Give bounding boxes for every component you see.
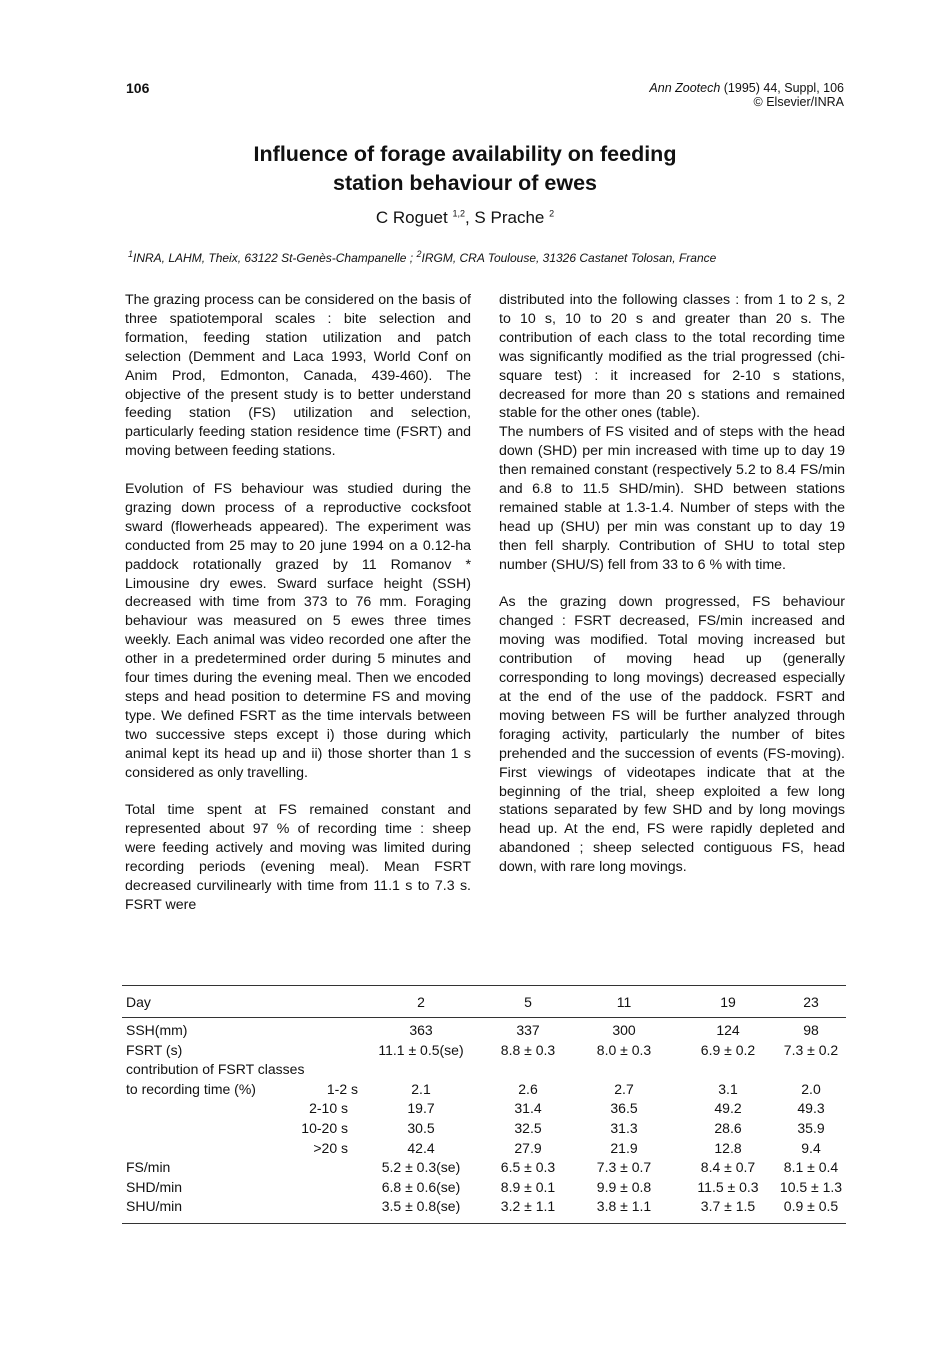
table-header-cell: 23	[803, 994, 819, 1010]
table-row	[122, 1120, 846, 1140]
table-row	[122, 1179, 846, 1199]
table-header-cell: 11	[616, 994, 632, 1010]
table-header-label: Day	[126, 994, 151, 1010]
table-cell: 6.8 ± 0.6(se)	[381, 1178, 461, 1195]
table-row-label: SSH(mm)	[126, 1022, 188, 1038]
table-top-rule	[122, 985, 846, 986]
table-row-class: 1-2 s	[326, 1080, 358, 1097]
article-title	[0, 140, 930, 198]
table-row	[122, 1081, 846, 1101]
paragraph-discussion: As the grazing down progressed, FS behaviour changed : FSRT decreased, FS/min increased and moving was modified. Total moving increased but contribution of moving head up (generally corresponding to long movings) decreased especially at the end of the use of the paddock. FSRT and moving between FS will be further analyzed through foraging activity, particularly the number of bites prehended and the succession of events (FS-moving). First viewings of videotapes indicate that at the beginning of the trial, sheep exploited a few long stations separated by few SHD and by long movings head up. At the end, FS were rapidly depleted and abandoned ; sheep selected contiguous FS, head down, with rare long movings.	[499, 594, 845, 876]
table-row-class: 2-10 s	[309, 1100, 348, 1117]
affiliation-1: INRA, LAHM, Theix, 63122 St-Genès-Champanelle ;	[133, 251, 417, 265]
table-cell: 35.9	[797, 1120, 825, 1136]
table-row-label: SHU/min	[126, 1198, 183, 1215]
table-cell: 31.3	[610, 1120, 638, 1136]
table-cell: 7.3 ± 0.2	[783, 1041, 839, 1058]
table-row-label: to recording time (%)	[126, 1080, 256, 1097]
table-cell: 3.5 ± 0.8(se)	[381, 1198, 461, 1215]
table-cell: 42.4	[407, 1139, 435, 1156]
table-cell: 7.3 ± 0.7	[596, 1159, 652, 1176]
table-cell: 3.2 ± 1.1	[500, 1198, 556, 1215]
paragraph-results-continued: distributed into the following classes : from 1 to 2 s, 2 to 10 s, 10 to 20 s and greater than 20 s. The contribution of each class to the total recording time was significantly modified as the trial progressed (chi-square test) : it increased for 2-10 s stations, decreased for more than 20 s stations and remained stable for the other ones (table).	[499, 292, 845, 422]
author-separator: ,	[464, 208, 475, 227]
table-cell: 49.2	[714, 1100, 742, 1117]
table-cell: 9.9 ± 0.8	[596, 1178, 652, 1195]
page-number: 106	[126, 80, 150, 96]
table-cell: 6.5 ± 0.3	[500, 1159, 556, 1176]
author-name: C Roguet	[375, 208, 448, 227]
table-cell: 300	[612, 1022, 636, 1038]
table-cell: 10.5 ± 1.3	[779, 1178, 843, 1195]
table-cell: 28.6	[714, 1120, 742, 1136]
table-cell: 19.7	[407, 1100, 435, 1117]
table-cell: 337	[516, 1022, 540, 1038]
table-cell: 36.5	[610, 1100, 638, 1117]
table-cell: 0.9 ± 0.5	[783, 1198, 839, 1215]
table-row	[122, 1042, 846, 1062]
paragraph-methods: Evolution of FS behaviour was studied during the grazing down process of a reproductive cocksfoot sward (flowerheads appeared). The experiment was conducted from 25 may to 20 june 1994 on a 0.12-ha paddock rotationally grazed by 11 Romanov * Limousine dry ewes. Sward surface height (SSH) decreased with time from 373 to 76 mm. Foraging behaviour was measured on 5 ewes three times weekly. Each animal was video recorded one after the other in a predetermined order during 5 minutes and four times during the evening meal. Then we encoded steps and head position to determine FS and moving type. We defined FSRT as the time intervals between two successive steps except i) those during which animal kept its head up and ii) those shorter than 1 s considered as only travelling.	[125, 481, 471, 781]
table-cell: 5.2 ± 0.3(se)	[381, 1159, 461, 1176]
paragraph-results: Total time spent at FS remained constant and represented about 97 % of recording time : sheep were feeding actively and moving was limited during recording periods (evening meal). Mean FSRT decreased curvilinearly with time from 11.1 s to 7.3 s. FSRT were	[125, 802, 471, 913]
table-cell: 2.1	[411, 1080, 431, 1097]
copyright-notice: © Elsevier/INRA	[753, 95, 844, 109]
table-cell: 31.4	[514, 1100, 542, 1117]
table-cell: 32.5	[514, 1120, 542, 1136]
table-row	[122, 1159, 846, 1179]
table-cell: 11.1 ± 0.5(se)	[378, 1041, 464, 1058]
table-header-row	[122, 994, 846, 1014]
journal-name: Ann Zootech	[649, 81, 721, 95]
table-cell: 8.8 ± 0.3	[500, 1041, 556, 1058]
affiliation-marker: 1	[128, 249, 134, 259]
table-header-rule	[122, 1017, 846, 1018]
table-header-cell: 2	[417, 994, 425, 1010]
table-cell: 8.0 ± 0.3	[596, 1041, 652, 1058]
right-column	[499, 291, 845, 877]
table-cell: 98	[803, 1022, 819, 1038]
left-column	[125, 291, 471, 915]
table-row	[122, 1022, 846, 1042]
affiliation-2: IRGM, CRA Toulouse, 31326 Castanet Tolosan, France	[421, 251, 717, 265]
table-cell: 49.3	[797, 1100, 825, 1117]
author-affiliation-marker: 2	[549, 208, 555, 219]
journal-issue: (1995) 44, Suppl, 106	[720, 81, 844, 95]
table-header-cell: 5	[524, 994, 532, 1010]
table-cell: 2.6	[518, 1080, 538, 1097]
table-cell: 2.0	[801, 1080, 821, 1097]
table-cell: 30.5	[407, 1120, 435, 1136]
table-row	[122, 1140, 846, 1160]
table-cell: 2.7	[614, 1080, 634, 1097]
table-cell: 12.8	[714, 1139, 742, 1156]
table-cell: 8.1 ± 0.4	[783, 1159, 839, 1176]
title-line-1: Influence of forage availability on feeding	[253, 142, 677, 166]
author-line	[0, 208, 930, 228]
table-cell: 8.4 ± 0.7	[700, 1159, 756, 1176]
table-cell: 21.9	[610, 1139, 638, 1156]
table-row-label: contribution of FSRT classes	[126, 1061, 305, 1078]
table-row	[122, 1198, 846, 1218]
table-bottom-rule	[122, 1223, 846, 1224]
affiliations	[128, 251, 844, 265]
journal-citation	[649, 81, 844, 109]
table-row	[122, 1100, 846, 1120]
table-cell: 11.5 ± 0.3	[697, 1178, 759, 1195]
table-row-label: FSRT (s)	[126, 1041, 183, 1058]
table-row	[122, 1061, 846, 1081]
table-row-class: 10-20 s	[301, 1120, 348, 1136]
table-cell: 27.9	[514, 1139, 542, 1156]
table-cell: 3.8 ± 1.1	[596, 1198, 652, 1215]
table-cell: 363	[409, 1022, 433, 1038]
table-header-cell: 19	[720, 994, 736, 1010]
affiliation-marker: 2	[416, 249, 422, 259]
table-cell: 124	[716, 1022, 740, 1038]
table-row-label: SHD/min	[126, 1178, 183, 1195]
title-line-2: station behaviour of ewes	[332, 171, 598, 195]
table-cell: 3.7 ± 1.5	[700, 1198, 756, 1215]
table-cell: 8.9 ± 0.1	[500, 1178, 556, 1195]
paragraph-steps: The numbers of FS visited and of steps with the head down (SHD) per min increased with time up to day 19 then remained constant (respectively 5.2 to 8.4 FS/min and 6.8 to 11.5 SHD/min). SHD between stations remained stable at 1.3-1.4. Number of steps with the head up (SHU) per min was constant up to day 19 then fell sharply. Contribution of SHU to total step number (SHU/S) fell from 33 to 6 % with time.	[499, 424, 845, 573]
table-row-label: FS/min	[126, 1159, 171, 1176]
table-row-class: >20 s	[313, 1139, 348, 1156]
paragraph-introduction: The grazing process can be considered on the basis of three spatiotemporal scales : bite selection and formation, feeding station utilization and patch selection (Demment and Laca 1993, World Conf on Anim Prod, Edmonton, Canada, 439-460). The objective of the present study is to better understand feeding station (FS) utilization and selection, particularly feeding station residence time (FSRT) and moving between feeding stations.	[125, 292, 471, 460]
author-affiliation-marker: 1,2	[452, 208, 465, 219]
table-cell: 3.1	[718, 1080, 738, 1097]
author-name: S Prache	[474, 208, 545, 227]
table-cell: 6.9 ± 0.2	[700, 1041, 756, 1058]
table-cell: 9.4	[801, 1139, 821, 1156]
